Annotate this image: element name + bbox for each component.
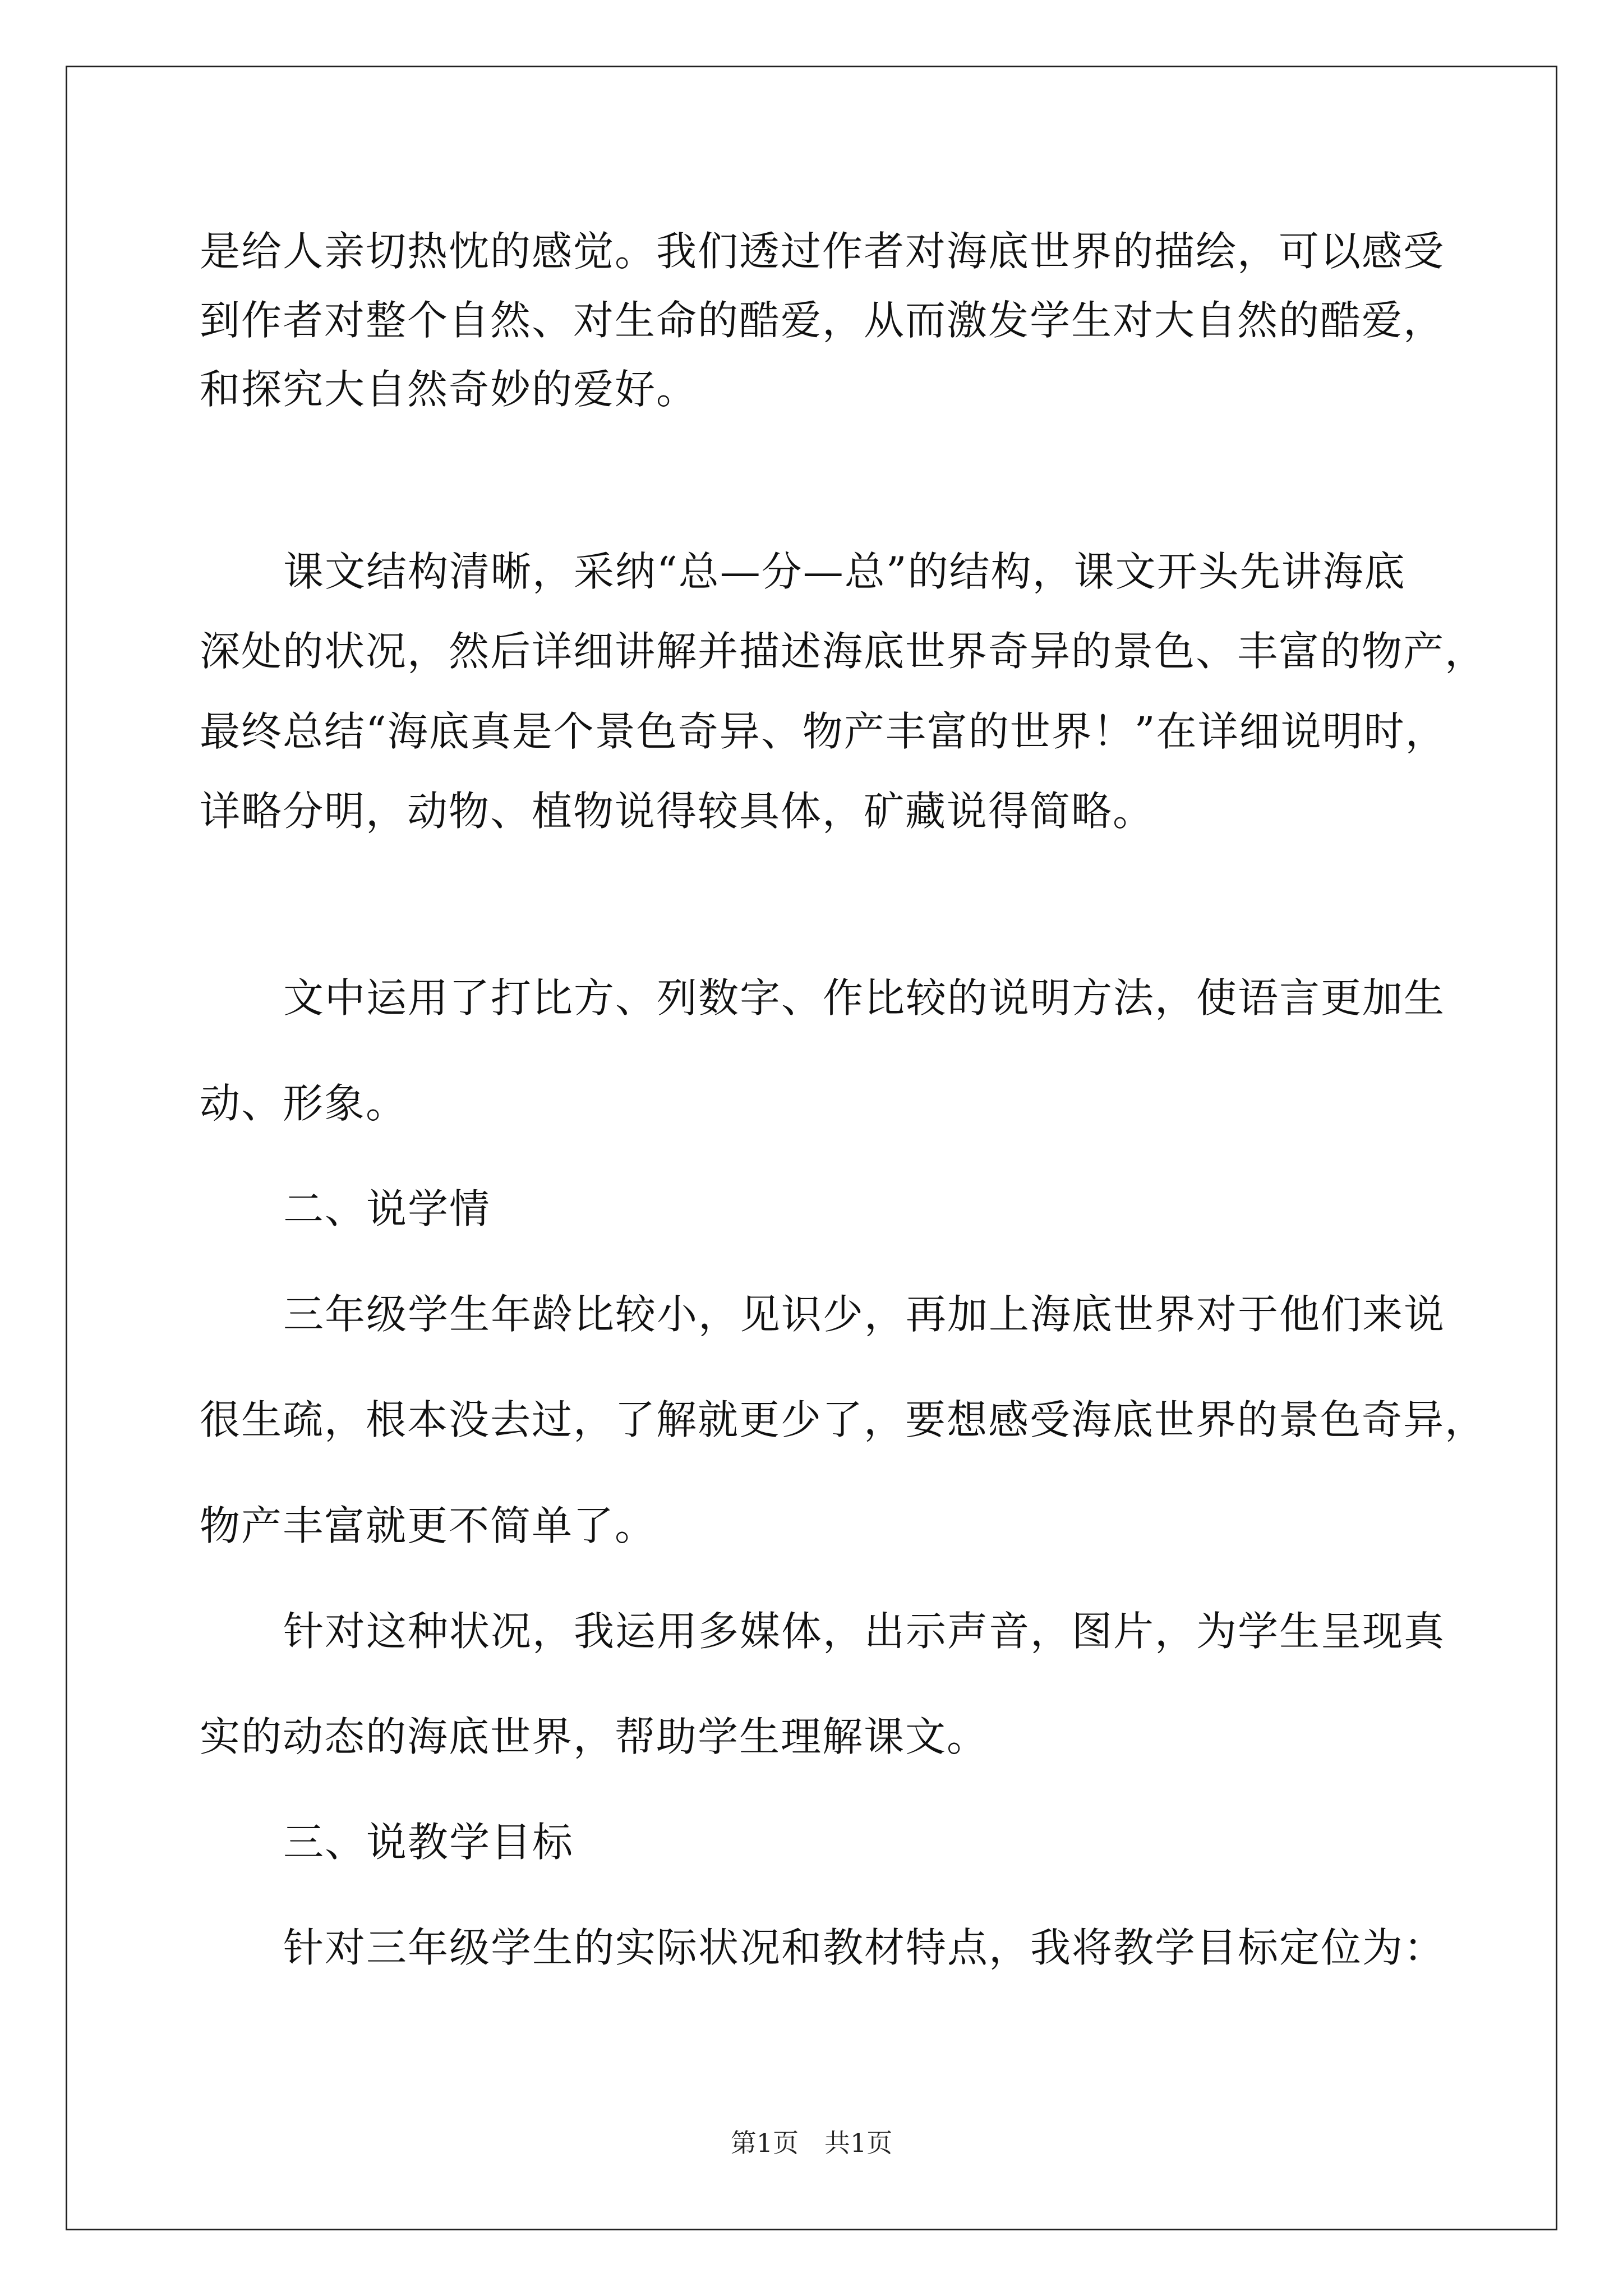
section-heading-2: 二、说学情 [283, 1185, 491, 1232]
text-line-11: 三年级学生年龄比较小，见识少，再加上海底世界对于他们来说 [283, 1291, 1446, 1338]
text-line-7: 详略分明，动物、植物说得较具体，矿藏说得简略。 [200, 788, 1155, 835]
text-line-6: 最终总结“海底真是个景色奇异、物产丰富的世界！”在详细说明时， [200, 708, 1447, 755]
text-line-15: 实的动态的海底世界，帮助学生理解课文。 [200, 1713, 989, 1760]
text-line-13: 物产丰富就更不简单了。 [200, 1502, 657, 1549]
section-heading-3: 三、说教学目标 [283, 1819, 574, 1866]
text-line-17: 针对三年级学生的实际状况和教材特点，我将教学目标定位为： [283, 1924, 1446, 1971]
text-line-5: 深处的状况，然后详细讲解并描述海底世界奇异的景色、丰富的物产， [200, 628, 1487, 675]
text-line-3: 和探究大自然奇妙的爱好。 [200, 366, 698, 413]
text-line-1: 是给人亲切热忱的感觉。我们透过作者对海底世界的描绘，可以感受 [200, 228, 1445, 275]
text-line-12: 很生疏，根本没去过，了解就更少了，要想感受海底世界的景色奇异， [200, 1396, 1487, 1443]
text-line-2: 到作者对整个自然、对生命的酷爱，从而激发学生对大自然的酷爱， [200, 297, 1445, 344]
page-number-footer: 第1页 共1页 [730, 2128, 893, 2158]
text-line-8: 文中运用了打比方、列数字、作比较的说明方法，使语言更加生 [283, 974, 1446, 1022]
text-line-4: 课文结构清晰，采纳“总—分—总”的结构，课文开头先讲海底 [283, 548, 1406, 595]
text-line-9: 动、形象。 [200, 1080, 408, 1127]
text-line-14: 针对这种状况，我运用多媒体，出示声音，图片，为学生呈现真 [283, 1608, 1446, 1655]
